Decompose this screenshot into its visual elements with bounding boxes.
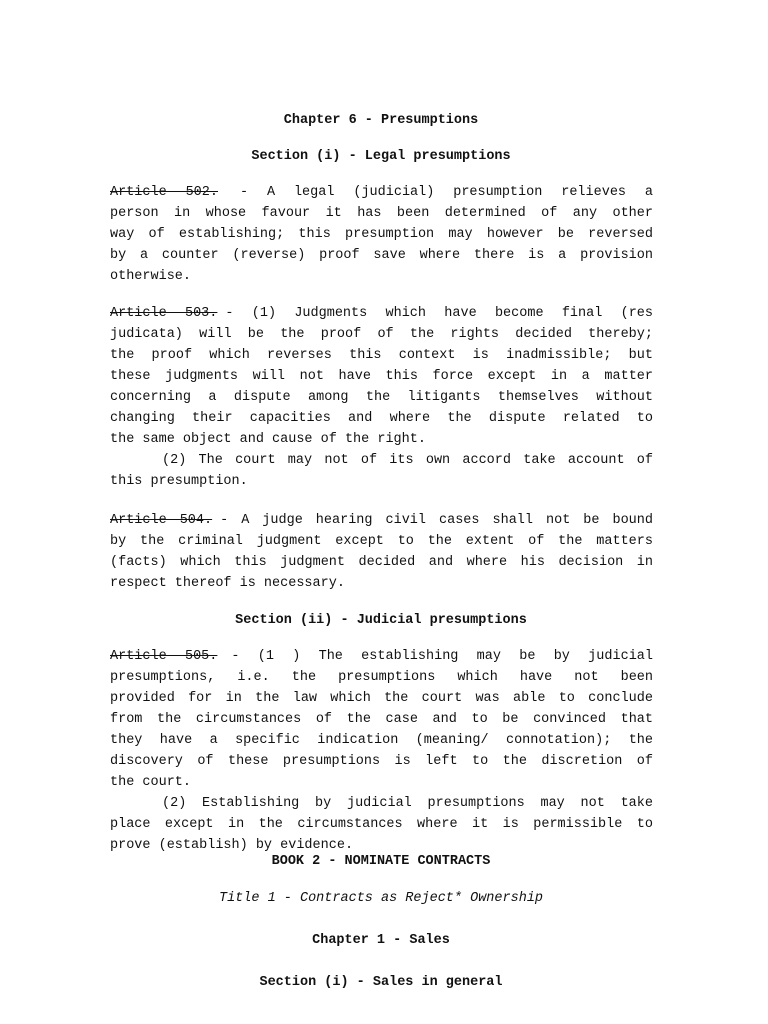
article-504-line-text: - A judge hearing civil cases shall not be bound — [220, 513, 653, 528]
article-503-line: concerning a dispute among the litigants themselves without — [110, 390, 653, 405]
article-502-line: person in whose favour it has been determined of any other — [110, 206, 653, 221]
article-504 — [110, 510, 653, 594]
article-502 — [110, 182, 653, 287]
article-503-line: these judgments will not have this force except in a matter — [110, 369, 653, 384]
article-504-line — [110, 510, 653, 531]
article-505-line: they have a specific indication (meaning/ connotation); the — [110, 733, 653, 748]
article-504-line: respect thereof is necessary. — [110, 576, 345, 591]
section-i-sales-title: Section (i) - Sales in general — [259, 975, 503, 990]
article-505-line: (2) Establishing by judicial presumptions may not take — [162, 796, 653, 811]
article-505 — [110, 646, 653, 856]
article-505-line — [110, 646, 653, 667]
article-503-line: (2) The court may not of its own accord take account of — [162, 453, 653, 468]
article-504-line: by the criminal judgment except to the extent of the matters — [110, 534, 653, 549]
article-505-line: presumptions, i.e. the presumptions which have not been — [110, 670, 653, 685]
article-505-line-text: - (1 ) The establishing may be by judicial — [231, 649, 653, 664]
article-505-line: prove (establish) by evidence. — [110, 838, 354, 853]
article-504-label: Article 504. — [110, 513, 213, 528]
article-502-label: Article 502. — [110, 185, 218, 200]
title-1-subtitle: Title 1 - Contracts as Reject* Ownership — [218, 891, 544, 906]
article-505-line: provided for in the law which the court was able to conclude — [110, 691, 653, 706]
article-505-line: discovery of these presumptions is left to the discretion of — [110, 754, 653, 769]
article-503-line — [110, 303, 653, 324]
article-505-line: place except in the circumstances where it is permissible to — [110, 817, 653, 832]
article-503-line: this presumption. — [110, 474, 248, 489]
article-502-line: otherwise. — [110, 269, 192, 284]
article-502-line-text: - A legal (judicial) presumption relieves a — [240, 185, 654, 200]
article-503-line: changing their capacities and where the dispute related to — [110, 411, 653, 426]
section-ii-title: Section (ii) - Judicial presumptions — [235, 613, 527, 628]
article-505-line: from the circumstances of the case and to be convinced that — [110, 712, 653, 727]
article-505-label: Article 505. — [110, 649, 218, 664]
section-i-title: Section (i) - Legal presumptions — [251, 149, 511, 164]
article-502-line — [110, 182, 653, 203]
article-503-line: judicata) will be the proof of the rights decided thereby; — [110, 327, 653, 342]
chapter-1-title: Chapter 1 - Sales — [312, 933, 450, 948]
article-503-label: Article 503. — [110, 306, 218, 321]
article-503-line: the same object and cause of the right. — [110, 432, 426, 447]
article-504-line: (facts) which this judgment decided and where his decision in — [110, 555, 653, 570]
article-505-line: the court. — [110, 775, 192, 790]
article-503-line-text: - (1) Judgments which have become final (res — [225, 306, 653, 321]
article-503 — [110, 303, 653, 492]
book-2-title: BOOK 2 - NOMINATE CONTRACTS — [271, 854, 491, 869]
article-503-line: the proof which reverses this context is inadmissible; but — [110, 348, 653, 363]
article-502-line: by a counter (reverse) proof save where there is a provision — [110, 248, 653, 263]
chapter-6-title: Chapter 6 - Presumptions — [283, 113, 479, 128]
article-502-line: way of establishing; this presumption may however be reversed — [110, 227, 653, 242]
